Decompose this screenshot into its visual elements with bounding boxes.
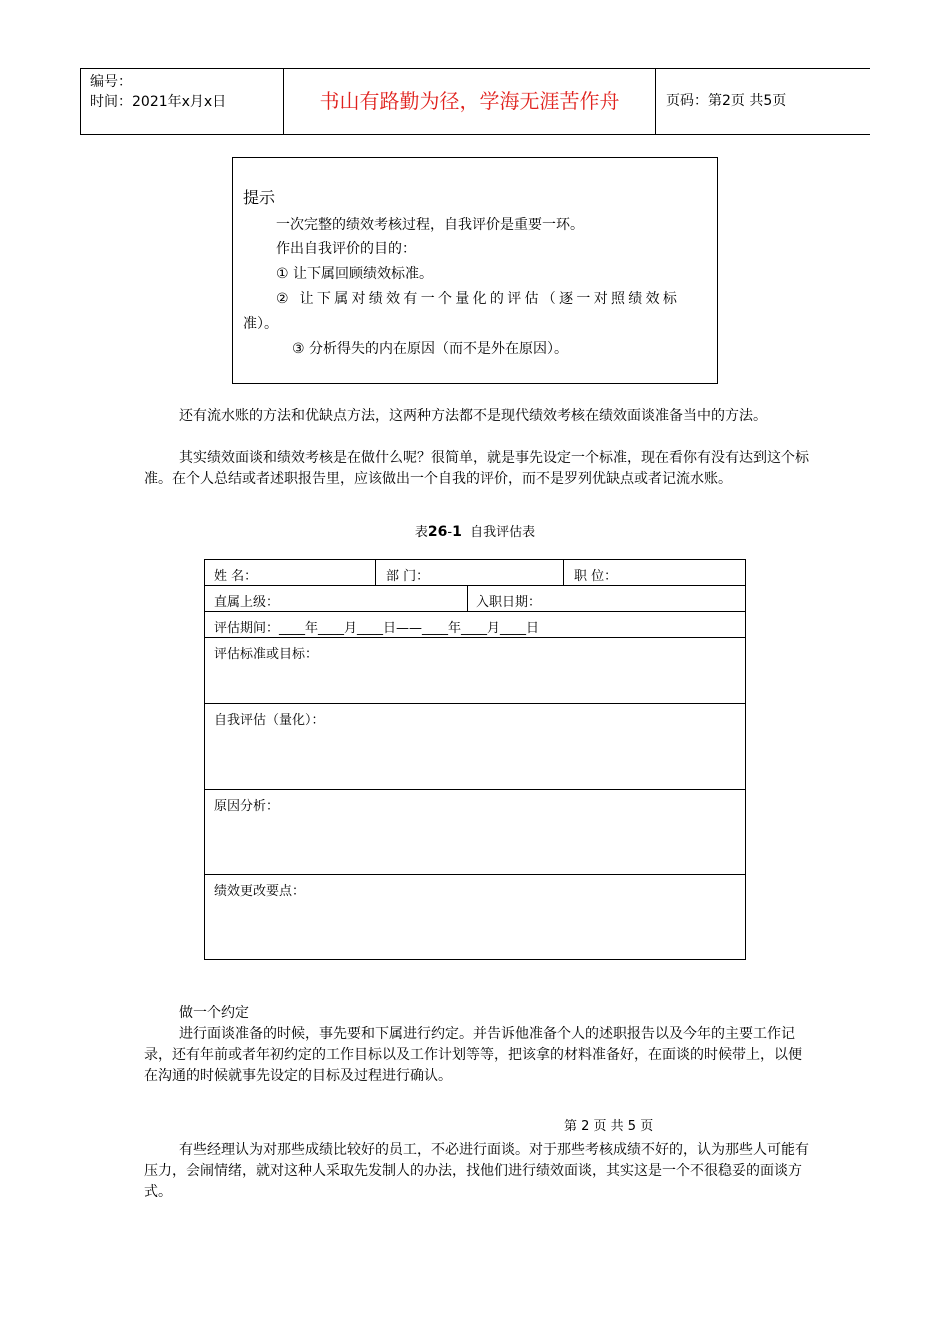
tip-item-2-cont: 准）。 [243,316,278,332]
tip-line-1: 一次完整的绩效考核过程，自我评价是重要一环。 [276,217,584,233]
document-number-label: 编号： [90,74,132,90]
document-date: 时间：2021年x月x日 [90,94,227,110]
header-motto: 书山有路勤为径，学海无涯苦作舟 [283,69,656,134]
paragraph-3: 进行面谈准备的时候，事先要和下属进行约定。并告诉他准备个人的述职报告以及今年的主要工作记录，还有年前或者年初约定的工作目标以及工作计划等等，把该拿的材料准备好，在面谈的时候带上，以便在沟通的时候就事先设定的目标及过程进行确认。 [144,1026,802,1084]
self-assessment-form [204,559,746,960]
tip-item-3: ③ 分析得失的内在原因（而不是外在原因）。 [292,341,568,357]
field-position: 职 位： [574,569,618,584]
tip-box [232,157,718,384]
header-page-info: 页码：第2页 共5页 [666,93,787,109]
tip-line-2: 作出自我评价的目的： [276,241,416,257]
field-cause-analysis: 原因分析： [214,799,280,814]
field-self-evaluation: 自我评估（量化）： [214,713,325,728]
paragraph-2: 其实绩效面谈和绩效考核是在做什么呢？很简单，就是事先设定一个标准，现在看你有没有达到这个标准。在个人总结或者述职报告里，应该做出一个自我的评价，而不是罗列优缺点或者记流水账。 [144,450,809,487]
field-name: 姓 名： [214,569,258,584]
header-meta [81,69,283,134]
field-supervisor: 直属上级： [214,595,280,610]
field-join-date: 入职日期： [476,595,542,610]
field-improvement-points: 绩效更改要点： [214,884,306,899]
page-footer: 第 2 页 共 5 页 [564,1119,654,1134]
section-title: 做一个约定 [179,1005,249,1021]
tip-title: 提示 [243,188,276,207]
tip-item-2: ② 让下属对绩效有一个量化的评估（逐一对照绩效标 [276,291,681,307]
field-evaluation-standard: 评估标准或目标： [214,647,319,662]
paragraph-1: 还有流水账的方法和优缺点方法，这两种方法都不是现代绩效考核在绩效面谈准备当中的方法。 [179,408,767,424]
table-caption: 表26-1 自我评估表 [414,524,536,540]
field-evaluation-period: 评估期间：____年____月____日——____年____月____日 [214,621,540,636]
document-header [80,68,870,135]
field-department: 部 门： [386,569,430,584]
paragraph-4: 有些经理认为对那些成绩比较好的员工，不必进行面谈。对于那些考核成绩不好的，认为那些人可能有压力，会闹情绪，就对这种人采取先发制人的办法，找他们进行绩效面谈，其实这是一个不很稳妥的面谈方式。 [144,1142,809,1200]
tip-item-1: ① 让下属回顾绩效标准。 [276,266,434,282]
